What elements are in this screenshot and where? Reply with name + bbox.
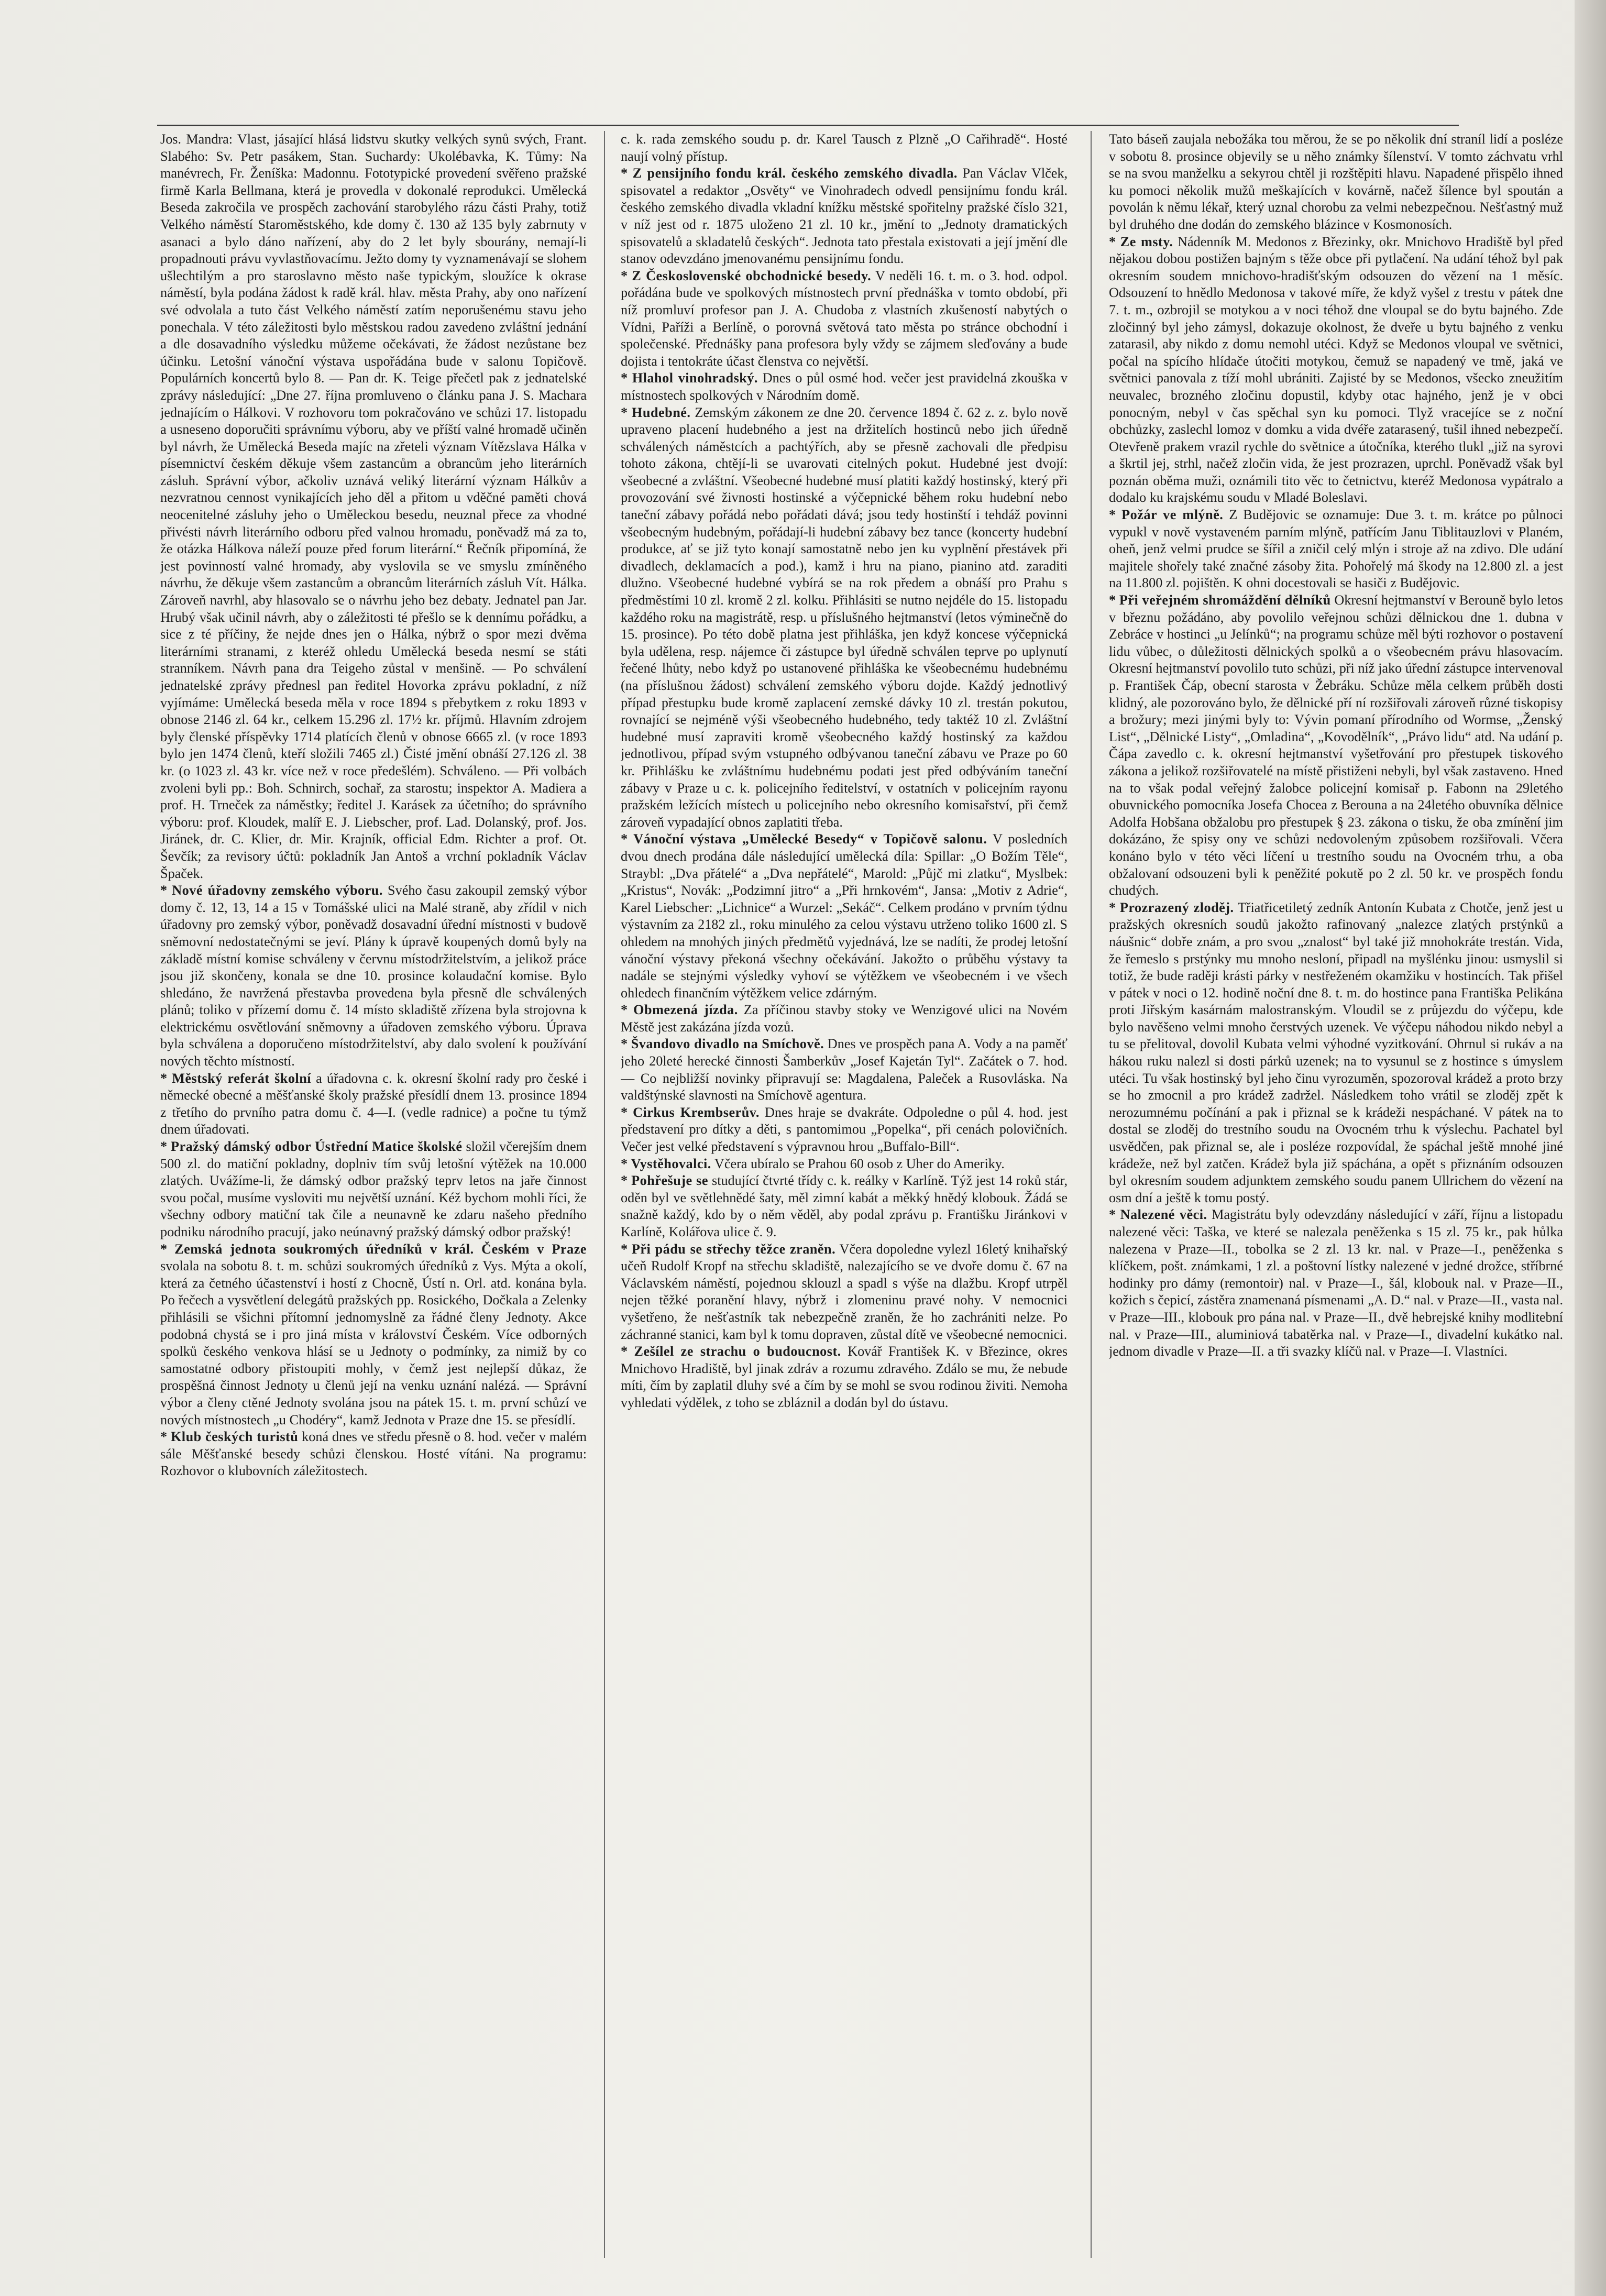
- article-headline: Obmezená jízda.: [633, 1002, 738, 1018]
- article-headline: Hudebné.: [632, 404, 691, 420]
- article-headline: Cirkus Krembserův.: [633, 1104, 760, 1120]
- article: [160, 1138, 587, 1241]
- article: [621, 1002, 1068, 1036]
- article: [1109, 234, 1563, 507]
- article-marker: *: [1109, 507, 1116, 523]
- column-2: [621, 131, 1068, 2268]
- article: [621, 1156, 1068, 1173]
- article-text: studující čtvrté třídy c. k. reálky v Karlíně. Týž jest 14 roků stár, oděn byl ve světlehnědé šaty, měl zimní kabát a měkký hnědý klobouk. Žádá se snažně každý, kdo by o něm věděl, aby podal zprávu p. Františku Jiránkovi v Karlíně, Kolářova ulice č. 9.: [621, 1173, 1068, 1239]
- article: [160, 1429, 587, 1480]
- column-rule-1: [604, 131, 605, 2258]
- article-marker: *: [621, 1036, 628, 1052]
- article-text: Dnes ve prospěch pana A. Vody a na paměť jeho 20leté herecké činnosti Šamberkův „Josef Kajetán Tyl“. Začátek o 7. hod. — Co nejbližší novinky připravují se: Magdalena, Paleček a Rusovláska. Na valdštýnské slavnosti na Smíchově agentura.: [621, 1036, 1068, 1103]
- article-headline: Klub českých turistů: [170, 1429, 299, 1445]
- article-marker: *: [621, 166, 628, 181]
- article-text: Zemským zákonem ze dne 20. července 1894 č. 62 z. z. bylo nově upraveno placení hudebného a jest na držitelích hostinců nebo jich úředně schválených náměstcích a pachtýřích, aby se přesně zachovali dle předpisu tohoto zákona, chtějí-li se uvarovati citelných pokut. Hudebné jest dvojí: všeobecné a zvláštní. Všeobecné hudebné musí platiti každý hostinský, který při provozování své živnosti hostinské a výčepnické během roku hudební nebo taneční zábavy pořádá nebo pořádati dává; jsou tedy hostinští i tehdáž povinni všeobecným hudebným, pořádají-li hudební zábavy bez tance (koncerty hudební produkce, ať se již tyto konají samostatně nebo jen ku vyplnění přestávek při divadlech, deklamacích a pod.), kamž i hru na piano, pianino atd. zaraditi dlužno. Všeobecné hudebné vybírá se na rok předem a obnáší pro Prahu s předměstími 10 zl. kromě 2 zl. kolku. Přihlásiti se nutno nejdéle do 15. listopadu každého roku na magistrátě, resp. u příslušného hejtmanství (letos výminečně do 15. prosince). Po této době platna jest přihláška, jen když koncese výčepnická byla udělena, resp. nájemce či zástupce byl úředně schválen teprve po uplynutí řečené lhůty, nebo když po ustanovené přihláška ke všeobecnému hudebnému (na příslušnou žádost) schválení zemského výboru dojde. Každý jednotlivý případ přestupku bude kromě zaplacení zemské dávky 10 zl. trestán pokutou, rovnající se nejméně výši všeobecného hudebného, tedy taktéž 10 zl. Zvláštní hudebné musí zapraviti kromě všeobecného každý hostinský za každou jednotlivou, případ svým vstupného odbývanou taneční zábavu ve Praze po 60 kr. Přihlášku ke zvláštnímu hudebnému podati jest před odbýváním taneční zábavy v Praze u c. k. policejního ředitelství, v ostatních v policejním rayonu pražském ležících místech u policejního nebo okresního komisařství, při čemž zároveň vypadající obnos zaplatiti třeba.: [621, 404, 1068, 830]
- article-text: svolala na sobotu 8. t. m. schůzi soukromých úředníků z Vys. Mýta a okolí, která za četného účastenství i hostí z Chocně, Ústí n. Orl. atd. konána byla. Po řečech a vysvětlení delegátů pražských pp. Rosického, Dočkala a Zelenky přihlásili se všichni přítomní jednomyslně za řádné členy Jednoty. Akce podobná chystá se i pro jiná místa v království Českém. Více odborných spolků českého venkova hlásí se u Jednoty o podmínky, za nimiž by co samostatné odbory přistoupiti mohly, v čemž jest nejlepší důkaz, že prospěšná činnost Jednoty u členů její na venku uznání nalézá. — Správní výbor a členy ctěné Jednoty svolána jsou na pátek 15. t. m. první schůzí ve nových místnostech „u Chodéry“, kamž Jednota v Praze dne 15. se přesídlí.: [160, 1258, 587, 1427]
- article-text: Svého času zakoupil zemský výbor domy č. 12, 13, 14 a 15 v Tomášské ulici na Malé straně, aby zřídil v nich úřadovny pro zemský výbor, poněvadž dosavadní úřední místnosti v budově sněmovní nedostatečnými se jeví. Plány k úpravě koupených domů byly na základě místní komise schváleny v červnu místodržitelstvím, a jelikož práce jsou již skončeny, konala se dne 10. prosince kolaudační komise. Bylo shledáno, že navržená přestavba provedena byla přesně dle schválených plánů; toliko v přízemí domu č. 14 místo skladiště zřízena byla strojovna k elektrickému osvětlování sněmovny a úřadoven zemského výboru. Úprava byla schválena a doporučeno místodržitelství, aby dalo svolení k používání nových těchto místností.: [160, 883, 587, 1069]
- article-marker: *: [1109, 234, 1116, 249]
- article-marker: *: [621, 1344, 628, 1359]
- article-text: Kovář František K. v Březince, okres Mnichovo Hradiště, byl jinak zdráv a rozumu zdravého. Zdálo se mu, že nebude míti, čím by zaplatil dluhy své a čím by se mohl se svou rodinou živiti. Nemoha vyhledati výdělek, z toho se zbláznil a dodán byl do ústavu.: [621, 1344, 1068, 1410]
- article-marker: *: [1109, 592, 1116, 608]
- article-marker: *: [160, 1241, 168, 1257]
- article: [621, 131, 1068, 165]
- article-headline: Švandovo divadlo na Smíchově.: [631, 1036, 824, 1052]
- article-marker: *: [160, 1139, 168, 1155]
- article-marker: *: [621, 1104, 628, 1120]
- column-1: [160, 131, 587, 2268]
- column-rule-2: [1091, 131, 1092, 2258]
- article-headline: Při pádu se střechy těžce zraněn.: [631, 1241, 836, 1257]
- article-marker: *: [621, 1173, 628, 1189]
- article-headline: Prozrazený zloděj.: [1119, 899, 1234, 915]
- article-text: Jos. Mandra: Vlast, jásající hlásá lidstvu skutky velkých synů svých, Frant. Slabého: Sv. Petr pasákem, Stan. Suchardy: Ukolébavka, K. Tůmy: Na manévrech, Fr. Ženíška: Madonnu. Fototypické provedení svěřeno pražské firmě Karla Bellmana, která je provedla v dokonalé reprodukci. Umělecká Beseda zakročila ve prospěch zachování starobylého rázu části Prahy, totiž Velkého náměstí Staroměstského, kde domy č. 130 až 135 byly zabrnuty v asanaci a bylo dáno nařízení, aby do 2 let byly sbourány, nemají-li propadnouti právu vyvlastňovacímu. Ježto domy ty vyznamenávají se slohem ušlechtilým a pro staroslavno město naše typickým, sloužíce k okrase náměstí, byla podána žádost k radě král. hlav. města Prahy, aby ono nařízení své odvolala a tuto část Velkého náměstí zatím neporušenému stavu jeho ponechala. V této záležitosti bylo městskou radou zavedeno zvláštní jednání a dle dosavadního výsledku můžeme očekávati, že žádost nezůstane bez účinku. Letošní vánoční výstava uspořádána bude v salonu Topičově. Populárních koncertů bylo 8. — Pan dr. K. Teige přečetl pak z jednatelské zprávy následující: „Dne 27. října promluveno o článku pana J. S. Machara jednajícím o Hálkovi. V rozhovoru tom pokračováno ve schůzi 17. listopadu a usneseno doporučiti správnímu výboru, aby ve příští valné hromadě učiněn byl návrh, že Umělecká Beseda majíc na zřeteli význam Vítězslava Hálka v písemnictví českém děkuje všem zastancům a obrancům jeho literárních zásluh. Správní výbor, ačkoliv uznává veliký literární význam Hálkův a nezvratnou cennost vynikajících jeho děl a přitom u vděčné paměti chová neocenitelné zásluhy jeho o Uměleckou besedu, neuznal přece za vhodné přivésti návrh literárního odboru před valnou hromadu, poněvadž má za to, že otázka Hálkova náleží pouze před forum literární.“ Řečník připomíná, že jest povinností valné hromady, aby vyslovila se ve smyslu zmíněného návrhu, že děkuje všem zastancům a obrancům literárních zásluh Vít. Hálka. Zároveň navrhl, aby hlasovalo se o návrhu jeho bez debaty. Jednatel pan Jar. Hrubý však učinil návrh, aby o záležitosti té přešlo se k dennímu pořádku, a sice z té příčiny, že nejde dnes jen o Hálka, nýbrž o spor mezi dvěma literárními stranami, z kteréž ohledu Umělecká beseda nesmí se státi stranníkem. Návrh pana dra Teigeho zůstal v menšině. — Po schválení jednatelské zprávy přednesl pan ředitel Hovorka zprávu pokladní, z níž vyjímáme: Umělecká beseda měla v roce 1894 s přebytkem z roku 1893 v obnose 2146 zl. 64 kr., celkem 15.296 zl. 17½ kr. příjmů. Hlavním zdrojem byly členské příspěvky 1714 platících členů v obnose 6665 zl. (v roce 1893 bylo jen 1474 členů, kteří složili 7465 zl.) Čisté jmění obnáší 27.126 zl. 38 kr. (o 1023 zl. 43 kr. více než v roce předešlém). Schváleno. — Při volbách zvoleni byli pp.: Boh. Schnirch, sochař, za starostu; inspektor A. Madiera a prof. H. Trneček za náměstky; ředitel J. Karásek za účetního; do správního výboru: prof. Kloudek, malíř E. J. Liebscher, prof. Lad. Dolanský, prof. Jos. Jiránek, dr. C. Klier, dr. Mir. Krajník, official Edm. Richter a prof. Ot. Ševčík; za revisory účtů: pokladník Jan Antoš a vrchní pokladník Václav Špaček.: [160, 131, 587, 881]
- article-headline: Městský referát školní: [172, 1070, 312, 1086]
- article-marker: *: [160, 1429, 168, 1445]
- article-marker: *: [621, 1241, 628, 1257]
- article-headline: Z Československé obchodnické besedy.: [632, 268, 872, 283]
- article: [160, 131, 587, 882]
- article: [621, 404, 1068, 831]
- article: [621, 831, 1068, 1002]
- article-text: Okresní hejtmanství v Berouně bylo letos v březnu požádáno, aby povolilo veřejnou schůzi dělnickou dne 1. dubna v Zebráce v hostinci „u Jelínků“; na programu schůze měl býti rozhovor o postavení lidu vůbec, o důležitosti dělnických spolků a o všeobecném právu hlasovacím. Okresní hejtmanství povolilo tuto schůzi, při níž jako úřední zástupce intervenoval p. František Čáp, obecní starosta v Žebráku. Schůze měla celkem průběh dosti klidný, ale pozorováno bylo, že dělnické pří ní rozšiřovali zároveň různé tiskopisy a brožury; mezi jinými byly to: Vývin pomaní přírodního od Wormse, „Ženský List“, „Dělnické Listy“, „Omladina“, „Kovodělník“, „Právo lidu“ atd. Na udání p. Čápa zavedlo c. k. okresní hejtmanství vyšetřování pro přestupek tiskového zákona a jelikož rozšiřovatelé na místě přistiženi nebyli, byl však zastaveno. Hned na to však podal veřejný žalobce policejní komisař p. Fabonn na 29letého obuvnického pomocníka Josefa Chocea z Berouna a na 24letého obuvníka dělnice Adolfa Hobšana obžalobu pro přestupek § 23. zákona o tisku, že oba zmínění jim dokázáno, že spisy ony ve schůzi nedovoleným způsobem rozšiřovali. Včera konáno bylo v této věci líčení u trestního soudu na Ovocném trhu, a oba obžalovaní odsouzeni byli k peněžité pokutě po 2 zl. 50 kr. ve prospěch fondu chudých.: [1109, 592, 1563, 898]
- article-marker: *: [621, 1156, 628, 1171]
- article-text: koná dnes ve středu přesně o 8. hod. večer v malém sále Měšťanské besedy schůzi členskou. Hosté vítáni. Na programu: Rozhovor o klubovních záležitostech.: [160, 1429, 587, 1479]
- article-text: Nádenník M. Medonos z Březinky, okr. Mnichovo Hradiště byl před nějakou dobou postižen bajným s těže obce při pytlačení. Na udání téhož byl pak okresním soudem mnichovo-hradišťským odsouzen do vězení na 1 měsíc. Odsouzení to hnědlo Medonosa v takové míře, že když vyšel z trestu v pátek dne 7. t. m., ozbrojil se motykou a v noci téhož dne vloupal se do bytu bajného. Zde zločinný byl jeho zámysl, dokazuje okolnost, že dveře u bytu bajného z venku zatarasil, aby nikdo z domu nemohl utéci. Když se Medonos vloupal ve světnici, počal na spícího hlídače útočiti motykou, čemuž se napadený ve tmě, jaká ve světnici panovala z tíží mohl ubrániti. Zajisté by se Medonos, všecko zneužitím neuvalec, brozného zločinu dopustil, kdyby otac hajného, jenž je v obci ponocným, nebyl v čas spěchal syn ku pomoci. Tlyž vracejíce se z noční obchůzky, zaslechl lomoz v domku a vida dvéře zatarasený, tušil ihned nebezpečí. Otevřeně prakem vrazil rychle do světnice a útočníka, kterého tlukl „již na syrovi a škrtil jej, strhl, načež zločin vida, že jest prozrazen, uprchl. Poněvadž však byl poznán oběma muži, oznámili tito věc to četnictvu, kteréž Medonosa vypátralo a dodalo ku krajskému soudu v Mladé Boleslavi.: [1109, 234, 1563, 506]
- article: [160, 1070, 587, 1138]
- article: [621, 1343, 1068, 1411]
- article-text: V neděli 16. t. m. o 3. hod. odpol. pořádána bude ve spolkových místnostech první přednáška v tomto období, při níž promluví profesor pan J. A. Chudoba z vlastních zkušeností nabytých o Vídni, Paříži a Berlíně, o porovná světová tato města po stránce obchodní i společenské. Přednášky pana profesora byly vždy se zájmem sleďovány a bude dojista i tentokráte účast členstva co největší.: [621, 268, 1068, 369]
- article-marker: *: [621, 1002, 628, 1018]
- article-text: Pan Václav Vlček, spisovatel a redaktor „Osvěty“ ve Vinohradech odvedl pensijnímu fondu král. českého zemského divadla vkladní knížku městské spořitelny pražské číslo 321, v níž jest od r. 1875 uloženo 21 zl. 10 kr., jmění to „Jednoty dramatických spisovatelů a skladatelů českých“. Jednota tato přestala existovati a její jmění dle stanov odevzdáno jmenovanému pensijnímu fondu.: [621, 166, 1068, 267]
- article-text: Včera ubíralo se Prahou 60 osob z Uher do Ameriky.: [714, 1156, 1005, 1171]
- article: [621, 1104, 1068, 1156]
- article-headline: Nové úřadovny zemského výboru.: [172, 883, 383, 898]
- article-text: Magistrátu byly odevzdány následující v září, říjnu a listopadu nalezené věci: Taška, ve které se nalezala peněženka s 15 zl. 75 kr., pak hůlka nalezena v Praze—II., tobolka se 2 zl. 13 kr. nal. v Praze—I., peněženka s klíčkem, pošt. známkami, 1 zl. a poštovní lístky nalezené v jedné drožce, stříbrné hodinky pro dámy (remontoir) nal. v Praze—I., šál, klobouk nal. v Praze—II., kožich s čepicí, zástěra znamenaná písmenami „A. D.“ nal. v Praze—II., vasta nal. v Praze—III., klobouk pro pána nal. v Praze—II., dvě hebrejské knihy modlitební nal. v Praze—III., aluminiová tabatěrka nal. v Praze—I., divadelní kukátko nal. jednom divadle v Praze—II. a tři svazky klíčů nal. v Praze—I. Vlastníci.: [1109, 1207, 1563, 1359]
- article-text: c. k. rada zemského soudu p. dr. Karel Tausch z Plzně „O Cařihradě“. Hosté naují volný přístup.: [621, 131, 1068, 164]
- article-headline: Nalezené věci.: [1120, 1207, 1207, 1223]
- article-marker: *: [621, 268, 628, 283]
- page-edge: [1575, 0, 1606, 2296]
- article: [621, 370, 1068, 404]
- article: [160, 882, 587, 1070]
- article: [1109, 1206, 1563, 1360]
- article-text: Třiatřicetiletý zedník Antonín Kubata z Chotče, jenž jest u pražských okresních soudů jakožto rafinovaný „nalezce zlatých prstýnků a náušnic“ dobře znám, a pro svou „znalost“ byl také již mnohokráte trestán. Vida, že řemeslo s prstýnky mu mnoho nesloní, připadl na myšlénku jinou: usmyslil si totiž, že bude raději krásti párky v nestřeženém okamžiku v hostincích. Tak přišel v pátek v noci o 12. hodině noční dne 8. t. m. do hostince pana Františka Pelikána proti Jiřským kasárnám malostranským. Vloudil se z průjezdu do výčepu, kde bylo navěšeno velmi mnoho čerstvých uzenek. Ve výčepu náhodou nikdo nebyl a tu se přelitoval, dovolil Kubata velmi výhodné vyzitkování. Ohrnul si rukáv a na hákou ruku nalezl si dosti párků uzenek; na to vysunul se z hostince s úmyslem utéci. Tu však hostinský byl jeho činu vyrozuměn, spozoroval krádež a proto brzy se ho zmocnil a pro krádež zadržel. Následkem toho vrátil se zloděj zpět k nerozumnému počínání a pak i přiznal se k krádeži nespáchané. V pátek na to dostal se zloděj do trestního soudu na Ovocném trhu k výslechu. Pachatel byl usvědčen, pak přiznal se, ale i posléze rozpovídal, že spáchal ještě mnohé jiné krádeže, než byl zatčen. Krádež byla již spáchána, a opět s přiznáním odsouzen byl okresním soudem adjunktem zemského soudu panem Ullrichem do vězení na osm dní a ještě k tomu postý.: [1109, 899, 1563, 1205]
- article-headline: Pohřešuje se: [631, 1173, 708, 1189]
- top-rule: [157, 125, 1459, 126]
- article-marker: *: [621, 831, 628, 847]
- article: [621, 165, 1068, 268]
- article-headline: Při veřejném shromáždění dělníků: [1119, 592, 1331, 608]
- article-marker: *: [1109, 899, 1116, 915]
- article: [621, 1036, 1068, 1104]
- article-headline: Hlahol vinohradský.: [632, 370, 758, 386]
- article-text: Dnes o půl osmé hod. večer jest pravidelná zkouška v místnostech spolkových v Národním domě.: [621, 370, 1068, 403]
- article-marker: *: [1109, 1207, 1116, 1223]
- article-marker: *: [160, 1070, 168, 1086]
- article-headline: Vánoční výstava „Umělecké Besedy“ v Topičově salonu.: [633, 831, 987, 847]
- article-headline: Vystěhovalci.: [631, 1156, 711, 1171]
- article-text: složil včerejším dnem 500 zl. do matiční pokladny, doplniv tím svůj letošní výtěžek na 10.000 zlatých. Uvážíme-li, že dámský odbor pražský teprv letos na jaře činnost svou počal, musíme vysloviti mu největší uznání. Kéž bychom mohli říci, že všechny odbory matiční tak čile a neunavně ke zdaru našeho předního podniku národního pracují, jako neúnavný pražský dámský odbor pražský!: [160, 1139, 587, 1239]
- article: [1109, 507, 1563, 592]
- article-headline: Ze msty.: [1120, 234, 1173, 249]
- article: [621, 268, 1068, 370]
- article-headline: Zešílel ze strachu o budoucnost.: [634, 1344, 841, 1359]
- article-headline: Zemská jednota soukromých úředníků v král. Českém v Praze: [174, 1241, 587, 1257]
- article-headline: Pražský dámský odbor Ústřední Matice školské: [171, 1139, 463, 1155]
- article-text: Z Budějovic se oznamuje: Due 3. t. m. krátce po půlnoci vypukl v nově vystaveném parním mlýně, patřícím Janu Tiblitauzlovi v Planém, oheň, jenž velmi prudce se šířil a zničil celý mlýn i stroje až na zdivo. Dle udání majitele shořely také značné zásoby žita. Pohořelý má škody na 12.800 zl. a jest na 11.800 zl. pojištěn. K ohni docestovali se hasiči z Budějovic.: [1109, 507, 1563, 591]
- article: [621, 1172, 1068, 1240]
- article-text: V posledních dvou dnech prodána dále následující umělecká díla: Spillar: „O Božím Těle“, Straybl: „Dva přátelé“ a „Dva nepřátelé“, Marold: „Půjč mi zlatku“, Myslbek: „Kristus“, Novák: „Podzimní jitro“ a „Při hrnkovém“, Jansa: „Motiv z Adrie“, Karel Liebscher: „Lichnice“ a Wurzel: „Sekáč“. Celkem prodáno v prvním týdnu výstavním za 2182 zl., roku minulého za celou výstavu utrženo toliko 1600 zl. S ohledem na mnohých jiných předmětů vyjednává, lze se nadíti, že prodej letošní vánoční výstavy překoná všechny očekávání. Jakožto o průběhu výstavy ta nadále se stejnými výsledky vyhoví se výtěžkem ve všeobecném i ve všech ohledech finančním výtěžkem velice zdárným.: [621, 831, 1068, 1001]
- article: [621, 1241, 1068, 1344]
- article: [1109, 592, 1563, 899]
- article: [1109, 131, 1563, 234]
- article-text: Včera dopoledne vylezl 16letý knihařský učeň Rudolf Kropf na střechu skladiště, nalezajícího se ve dvoře domu č. 67 na Václavském náměstí, pojednou sklouzl a spadl s výše na dlažbu. Kropf utrpěl nejen těžké poranění hlavy, nýbrž i zlomeninu pravé nohy. V nemocnici vyšetřeno, že nešťastník tak nebezpečně zraněn, že ho zachrániti nelze. Po záchranné stanici, kam byl k tomu dopraven, zůstal dítě ve všeobecné nemocnici.: [621, 1241, 1068, 1342]
- article-text: a úřadovna c. k. okresní školní rady pro české i německé obecné a měšťanské školy pražské přesídlí dnem 13. prosince 1894 z třetího do prvního patra domu č. 4—I. (vedle radnice) a počne tu týmž dnem úřadovati.: [160, 1070, 587, 1137]
- article-text: Za příčinou stavby stoky ve Wenzigové ulici na Novém Městě jest zakázána jízda vozů.: [621, 1002, 1068, 1035]
- article-text: Tato báseň zaujala nebožáka tou měrou, že se po několik dní straníl lidí a posléze v sobotu 8. prosince objevily se u něho známky šílenství. V tomto záchvatu vrhl se na svou manželku a sekyrou chtěl ji rozštěpiti hlavu. Napadené přispělo ihned ku pomoci několik mužů meškajících v kovárně, načež šílence byl spoután a povolán k němu lékař, který uznal chorobu za velmi nebezpečnou. Nešťastný muž byl druhého dne dodán do zemského blázince v Kosmonosích.: [1109, 131, 1563, 232]
- article: [160, 1241, 587, 1429]
- article-marker: *: [160, 883, 168, 898]
- article-marker: *: [621, 370, 628, 386]
- article-marker: *: [621, 404, 628, 420]
- article-headline: Požár ve mlýně.: [1121, 507, 1224, 523]
- article-headline: Z pensijního fondu král. českého zemského divadla.: [632, 166, 958, 181]
- article: [1109, 899, 1563, 1207]
- article-text: Dnes hraje se dvakráte. Odpoledne o půl 4. hod. jest představení pro dítky a děti, s pantomimou „Popelka“, při cenách polovičních. Večer jest velké představení s výpravnou hrou „Buffalo-Bill“.: [621, 1104, 1068, 1155]
- column-3: [1109, 131, 1563, 2268]
